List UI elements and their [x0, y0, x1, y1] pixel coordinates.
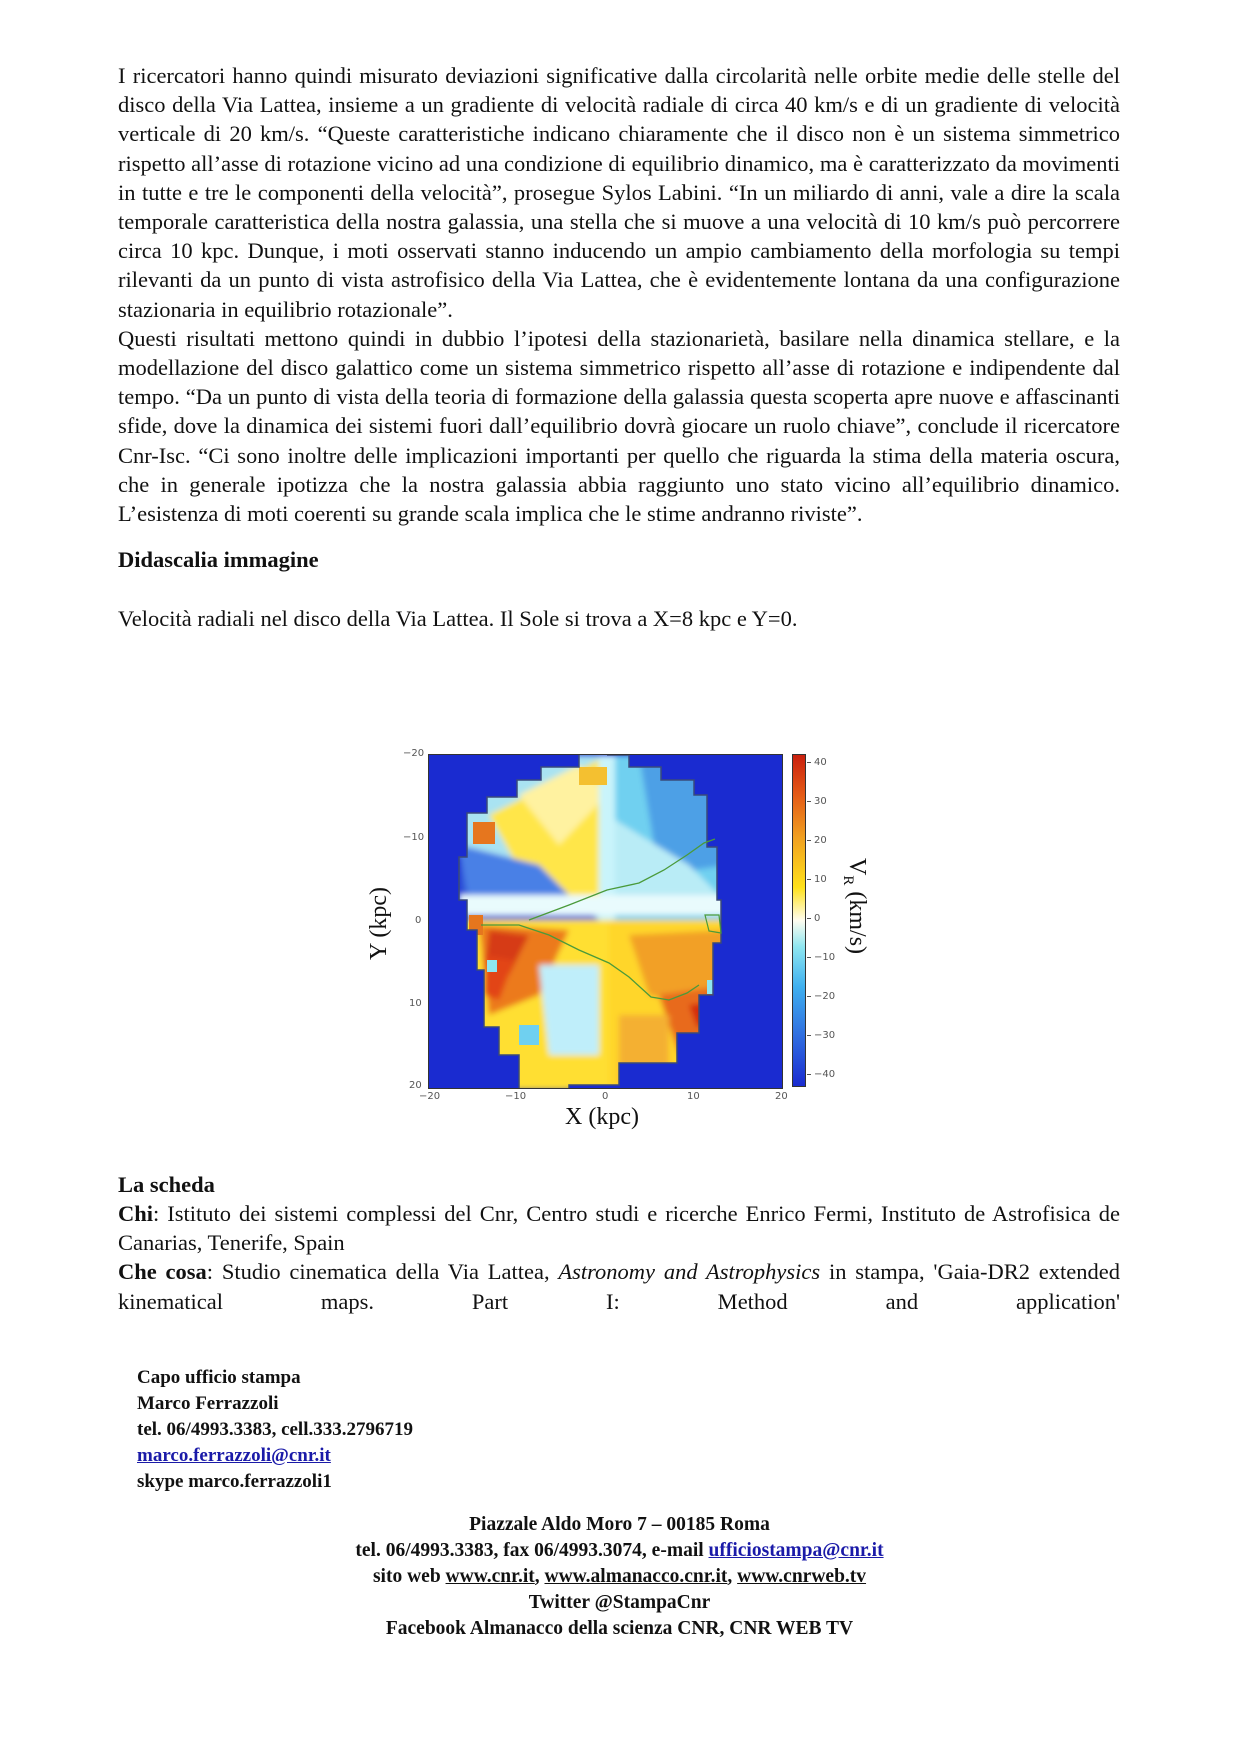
- body-paragraph-2: Questi risultati mettono quindi in dubbio l’ipotesi della stazionarietà, basilare nella dinamica stellare, e la modellazione del disco galattico come un sistema simmetrico rispetto all’asse di rotazione e indipendente dal tempo. “Da un punto di vista della teoria di formazione della galassia questa scoperta apre nuove e affascinanti sfide, dove la dinamica dei sistemi fuori dall’equilibrio dovrà giocare un ruolo chiave”, conclude il ricercatore Cnr-Isc. “Ci sono inoltre delle implicazioni importanti per quello che riguarda la stima della materia oscura, che in generale ipotizza che la nostra galassia abbia raggiunto uno stato vicino all’equilibrio dinamico. L’esistenza di moti coerenti su grande scala implica che le stime andranno riviste”.: [118, 325, 1120, 527]
- footer-contacts: [0, 1538, 1239, 1564]
- footer-facebook: Facebook Almanacco della scienza CNR, CNR WEB TV: [385, 1618, 854, 1639]
- y-axis-label: Y (kpc): [366, 886, 393, 961]
- contact-phone: tel. 06/4993.3383, cell.333.2796719: [137, 1419, 413, 1440]
- x-tick: −20: [419, 1091, 441, 1102]
- checosa-label: Che cosa: [118, 1259, 207, 1285]
- colorbar-label: [839, 858, 870, 954]
- link-cnrweb[interactable]: www.cnrweb.tv: [737, 1566, 867, 1587]
- colorbar-tick: 10: [807, 874, 827, 885]
- scheda-checosa: [118, 1257, 1120, 1315]
- footer: [0, 1512, 1239, 1642]
- contact-email-link[interactable]: marco.ferrazzoli@cnr.it: [137, 1445, 331, 1466]
- chi-label: Chi: [118, 1201, 154, 1226]
- velocity-map-figure: [365, 740, 885, 1140]
- contact-name: Marco Ferrazzoli: [137, 1393, 279, 1414]
- document-page: [118, 61, 1120, 528]
- colorbar-tick: −30: [807, 1030, 835, 1041]
- body-paragraph-1: I ricercatori hanno quindi misurato deviazioni significative dalla circolarità nelle orbite medie delle stelle del disco della Via Lattea, insieme a un gradiente di velocità radiale di circa 40 km/s e di un gradiente di velocità verticale di 20 km/s. “Queste caratteristiche indicano chiaramente che il disco non è un sistema simmetrico rispetto all’asse di rotazione vicino ad una condizione di equilibrio dinamico, ma è caratterizzato da movimenti in tutte e tre le componenti della velocità”, prosegue Sylos Labini. “In un miliardo di anni, vale a dire la scala temporale caratteristica della nostra galassia, una stella che si muove a una velocità di 10 km/s può percorrere circa 10 kpc. Dunque, i moti osservati stanno inducendo un ampio cambiamento della morfologia su tempi rilevanti da un punto di vista astrofisico della Via Lattea, che è evidentemente lontana da una configurazione stazionaria in equilibrio rotazionale”.: [118, 63, 1120, 322]
- colorbar-tick: 30: [807, 796, 827, 807]
- y-tick: 20: [409, 1080, 422, 1091]
- colorbar-tick: 20: [807, 835, 827, 846]
- scheda-heading: La scheda: [118, 1172, 215, 1197]
- footer-web-prefix: sito web: [372, 1566, 446, 1587]
- colorbar-label-unit: (km/s): [844, 891, 870, 955]
- link-cnr[interactable]: www.cnr.it: [445, 1566, 535, 1587]
- caption-heading: Didascalia immagine: [118, 547, 319, 572]
- footer-tel: tel. 06/4993.3383, fax 06/4993.3074, e-mail: [355, 1540, 709, 1561]
- footer-email-link[interactable]: ufficiostampa@cnr.it: [708, 1540, 884, 1561]
- heatmap-plot: [428, 754, 783, 1089]
- x-tick: −10: [505, 1091, 527, 1102]
- press-contact: [137, 1365, 413, 1495]
- heatmap-graphic: [429, 755, 783, 1089]
- colorbar-tick: −20: [807, 991, 835, 1002]
- separator: ,: [727, 1566, 738, 1587]
- colorbar-tick: 0: [807, 913, 820, 924]
- y-tick: 0: [415, 915, 422, 926]
- journal-name: Astronomy and Astrophysics: [558, 1259, 821, 1285]
- link-almanacco[interactable]: www.almanacco.cnr.it: [544, 1566, 728, 1587]
- colorbar-tick: −10: [807, 952, 835, 963]
- colorbar-label-sub: R: [840, 875, 857, 886]
- x-tick: 20: [775, 1091, 788, 1102]
- separator: ,: [534, 1566, 545, 1587]
- y-tick: −10: [403, 832, 425, 843]
- footer-websites: [0, 1564, 1239, 1590]
- chi-text: : Istituto dei sistemi complessi del Cnr, Centro studi e ricerche Enrico Fermi, Instituto de Astrofisica de Canarias, Tenerife, Spain: [118, 1201, 1120, 1256]
- x-axis-label: X (kpc): [565, 1104, 639, 1130]
- checosa-text-2: in stampa, 'Gaia-DR2 extended kinematical maps. Part I: Method and application': [118, 1259, 1120, 1314]
- colorbar-label-main: V: [844, 858, 870, 876]
- colorbar-tick: 40: [807, 757, 827, 768]
- y-tick: 10: [409, 998, 422, 1009]
- contact-skype: skype marco.ferrazzoli1: [137, 1471, 332, 1492]
- x-tick: 0: [602, 1091, 609, 1102]
- x-tick: 10: [687, 1091, 700, 1102]
- scheda-chi: [118, 1199, 1120, 1257]
- scheda-section: [118, 1170, 1120, 1316]
- colorbar: [792, 754, 806, 1087]
- checosa-text-1: : Studio cinematica della Via Lattea,: [206, 1259, 559, 1285]
- colorbar-tick: −40: [807, 1069, 835, 1080]
- footer-address: Piazzale Aldo Moro 7 – 00185 Roma: [469, 1514, 770, 1535]
- footer-twitter: Twitter @StampaCnr: [528, 1592, 711, 1613]
- figure-caption: Velocità radiali nel disco della Via Lattea. Il Sole si trova a X=8 kpc e Y=0.: [118, 606, 798, 631]
- contact-role: Capo ufficio stampa: [137, 1367, 301, 1388]
- y-tick: −20: [403, 748, 425, 759]
